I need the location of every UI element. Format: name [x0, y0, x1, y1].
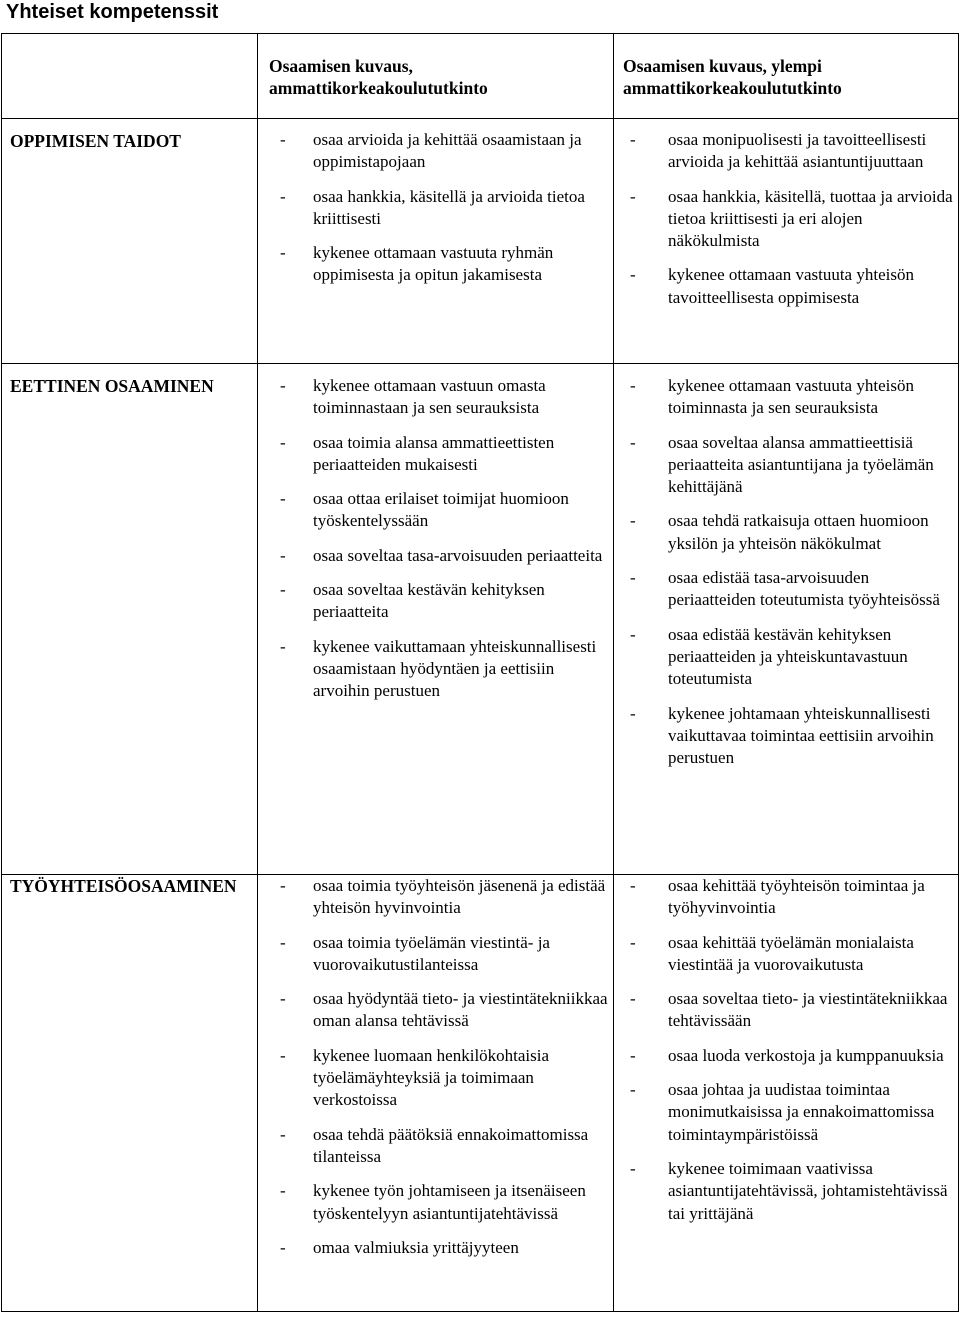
list-dash: - — [630, 432, 636, 452]
list-item — [258, 545, 613, 567]
list-item-text: osaa soveltaa tieto- ja viestintätekniikkaa tehtävissään — [668, 989, 948, 1031]
list-item-text: kykenee ottamaan vastuuta yhteisön tavoitteellisesta oppimisesta — [668, 265, 914, 307]
list-item-text: osaa kehittää työyhteisön toimintaa ja työhyvinvointia — [668, 876, 925, 918]
list-item — [614, 988, 958, 1033]
table-row-eettinen-osaaminen — [2, 364, 959, 875]
list-item — [258, 186, 613, 231]
list-item-text: osaa arvioida ja kehittää osaamistaan ja oppimistapojaan — [313, 130, 582, 172]
list-dash: - — [630, 511, 636, 531]
list-item — [258, 129, 613, 174]
list-item-text: osaa tehdä päätöksiä ennakoimattomissa tilanteissa — [313, 1124, 589, 1166]
amk-cell — [258, 875, 614, 1312]
list-item-text: kykenee luomaan henkilökohtaisia työelämäyhteyksiä ja toimimaan verkostoissa — [313, 1045, 550, 1110]
competence-table — [1, 33, 959, 1312]
row-label: EETTINEN OSAAMINEN — [10, 376, 214, 396]
amk-list — [258, 129, 613, 287]
header-yamk-label: Osaamisen kuvaus, ylempi ammattikorkeakoulututkinto — [623, 56, 842, 98]
list-item — [258, 579, 613, 624]
list-item — [258, 375, 613, 420]
header-cell-yamk — [614, 34, 959, 119]
table-row-oppimisen-taidot — [2, 119, 959, 364]
list-item — [614, 1045, 958, 1067]
list-item — [258, 488, 613, 533]
list-item-text: osaa kehittää työelämän monialaista viestintää ja vuorovaikutusta — [668, 932, 914, 974]
list-item — [614, 624, 958, 691]
list-item-text: osaa edistää tasa-arvoisuuden periaatteiden toteutumista työyhteisössä — [668, 568, 940, 610]
row-label-cell — [2, 875, 258, 1312]
list-item-text: kykenee toimimaan vaativissa asiantuntijatehtävissä, johtamistehtävissä tai yrittäjänä — [668, 1158, 948, 1223]
list-item — [614, 703, 958, 770]
list-item — [258, 432, 613, 477]
list-item-text: osaa soveltaa kestävän kehityksen periaatteita — [313, 580, 545, 622]
list-item — [614, 567, 958, 612]
amk-list — [258, 875, 613, 1259]
row-label-cell — [2, 119, 258, 364]
list-item — [614, 875, 958, 920]
list-dash: - — [280, 489, 286, 509]
list-item — [258, 242, 613, 287]
list-item-text: osaa luoda verkostoja ja kumppanuuksia — [668, 1045, 944, 1065]
list-dash: - — [630, 876, 636, 895]
list-item-text: osaa soveltaa tasa-arvoisuuden periaatteita — [313, 545, 603, 565]
list-dash: - — [280, 636, 286, 656]
list-item — [614, 375, 958, 420]
list-item — [614, 1158, 958, 1225]
page-title: Yhteiset kompetenssit — [6, 1, 219, 23]
list-dash: - — [630, 376, 636, 395]
list-dash: - — [280, 1237, 286, 1257]
list-item-text: osaa johtaa ja uudistaa toimintaa monimutkaisissa ja ennakoimattomissa toimintaympäristöissä — [668, 1080, 935, 1144]
list-dash: - — [280, 1124, 286, 1144]
yamk-cell — [614, 119, 959, 364]
list-dash: - — [280, 1181, 286, 1201]
yamk-list — [614, 129, 958, 309]
list-item-text: osaa monipuolisesti ja tavoitteellisesti arvioida ja kehittää asiantuntijuuttaan — [668, 130, 927, 172]
amk-cell — [258, 119, 614, 364]
list-item — [258, 1237, 613, 1259]
list-item-text: osaa toimia alansa ammattieettisten periaatteiden mukaisesti — [313, 432, 555, 474]
list-item-text: osaa toimia työyhteisön jäsenenä ja edistää yhteisön hyvinvointia — [313, 876, 606, 918]
list-item-text: osaa ottaa erilaiset toimijat huomioon työskentelyssään — [313, 489, 569, 531]
list-dash: - — [630, 1158, 636, 1178]
list-item — [614, 1079, 958, 1146]
table-row-tyoyhteisoosaaminen — [2, 875, 959, 1312]
list-item-text: osaa hyödyntää tieto- ja viestintätekniikkaa oman alansa tehtävissä — [313, 989, 608, 1031]
list-dash: - — [280, 432, 286, 452]
list-item — [258, 932, 613, 977]
list-item-text: osaa tehdä ratkaisuja ottaen huomioon yksilön ja yhteisön näkökulmat — [668, 511, 929, 553]
list-dash: - — [280, 989, 286, 1009]
list-item-text: kykenee johtamaan yhteiskunnallisesti vaikuttavaa toimintaa eettisiin arvoihin perustuen — [668, 703, 934, 768]
list-item — [258, 875, 613, 920]
list-dash: - — [630, 624, 636, 644]
list-dash: - — [630, 989, 636, 1009]
list-dash: - — [630, 130, 636, 149]
list-item — [258, 636, 613, 703]
list-item — [258, 1180, 613, 1225]
amk-list — [258, 375, 613, 703]
list-item-text: omaa valmiuksia yrittäjyyteen — [313, 1237, 519, 1257]
list-dash: - — [630, 568, 636, 588]
list-dash: - — [630, 265, 636, 285]
row-label: OPPIMISEN TAIDOT — [10, 131, 181, 151]
list-dash: - — [280, 243, 286, 263]
list-item — [614, 510, 958, 555]
header-row — [2, 34, 959, 119]
list-dash: - — [280, 130, 286, 149]
yamk-list — [614, 375, 958, 769]
list-dash: - — [630, 1045, 636, 1065]
list-item — [614, 932, 958, 977]
list-item-text: kykenee ottamaan vastuuta yhteisön toiminnasta ja sen seurauksista — [668, 376, 914, 418]
header-amk-label: Osaamisen kuvaus, ammattikorkeakoulututkinto — [269, 56, 488, 98]
list-item — [614, 432, 958, 499]
list-item — [614, 186, 958, 253]
list-item — [258, 1124, 613, 1169]
header-cell-amk — [258, 34, 614, 119]
list-item — [614, 264, 958, 309]
list-item-text: osaa hankkia, käsitellä, tuottaa ja arvioida tietoa kriittisesti ja eri alojen näkökulmista — [668, 186, 953, 251]
list-item-text: osaa toimia työelämän viestintä- ja vuorovaikutustilanteissa — [313, 932, 550, 974]
list-item — [258, 1045, 613, 1112]
list-item-text: kykenee työn johtamiseen ja itsenäiseen työskentelyyn asiantuntijatehtävissä — [313, 1181, 586, 1223]
list-dash: - — [630, 932, 636, 952]
list-item — [614, 129, 958, 174]
list-dash: - — [630, 1080, 636, 1100]
list-dash: - — [280, 1045, 286, 1065]
yamk-list — [614, 875, 958, 1225]
row-label: TYÖYHTEISÖOSAAMINEN — [10, 876, 237, 896]
yamk-cell — [614, 364, 959, 875]
amk-cell — [258, 364, 614, 875]
list-dash: - — [630, 186, 636, 206]
list-item — [258, 988, 613, 1033]
list-dash: - — [280, 580, 286, 600]
list-item-text: kykenee ottamaan vastuuta ryhmän oppimisesta ja opitun jakamisesta — [313, 243, 554, 285]
list-item-text: kykenee vaikuttamaan yhteiskunnallisesti osaamistaan hyödyntäen ja eettisiin arvoihin perustuen — [313, 636, 597, 701]
row-label-cell — [2, 364, 258, 875]
list-dash: - — [280, 186, 286, 206]
list-item-text: osaa edistää kestävän kehityksen periaatteiden ja yhteiskuntavastuun toteutumista — [668, 624, 908, 689]
list-dash: - — [280, 876, 286, 895]
list-item-text: osaa hankkia, käsitellä ja arvioida tietoa kriittisesti — [313, 186, 585, 228]
list-item-text: kykenee ottamaan vastuun omasta toiminnastaan ja sen seurauksista — [313, 376, 546, 418]
list-item-text: osaa soveltaa alansa ammattieettisiä periaatteita asiantuntijana ja työelämän kehittäjänä — [668, 432, 934, 497]
list-dash: - — [280, 932, 286, 952]
header-cell-empty — [2, 34, 258, 119]
yamk-cell — [614, 875, 959, 1312]
list-dash: - — [280, 545, 286, 565]
list-dash: - — [630, 703, 636, 723]
list-dash: - — [280, 376, 286, 395]
